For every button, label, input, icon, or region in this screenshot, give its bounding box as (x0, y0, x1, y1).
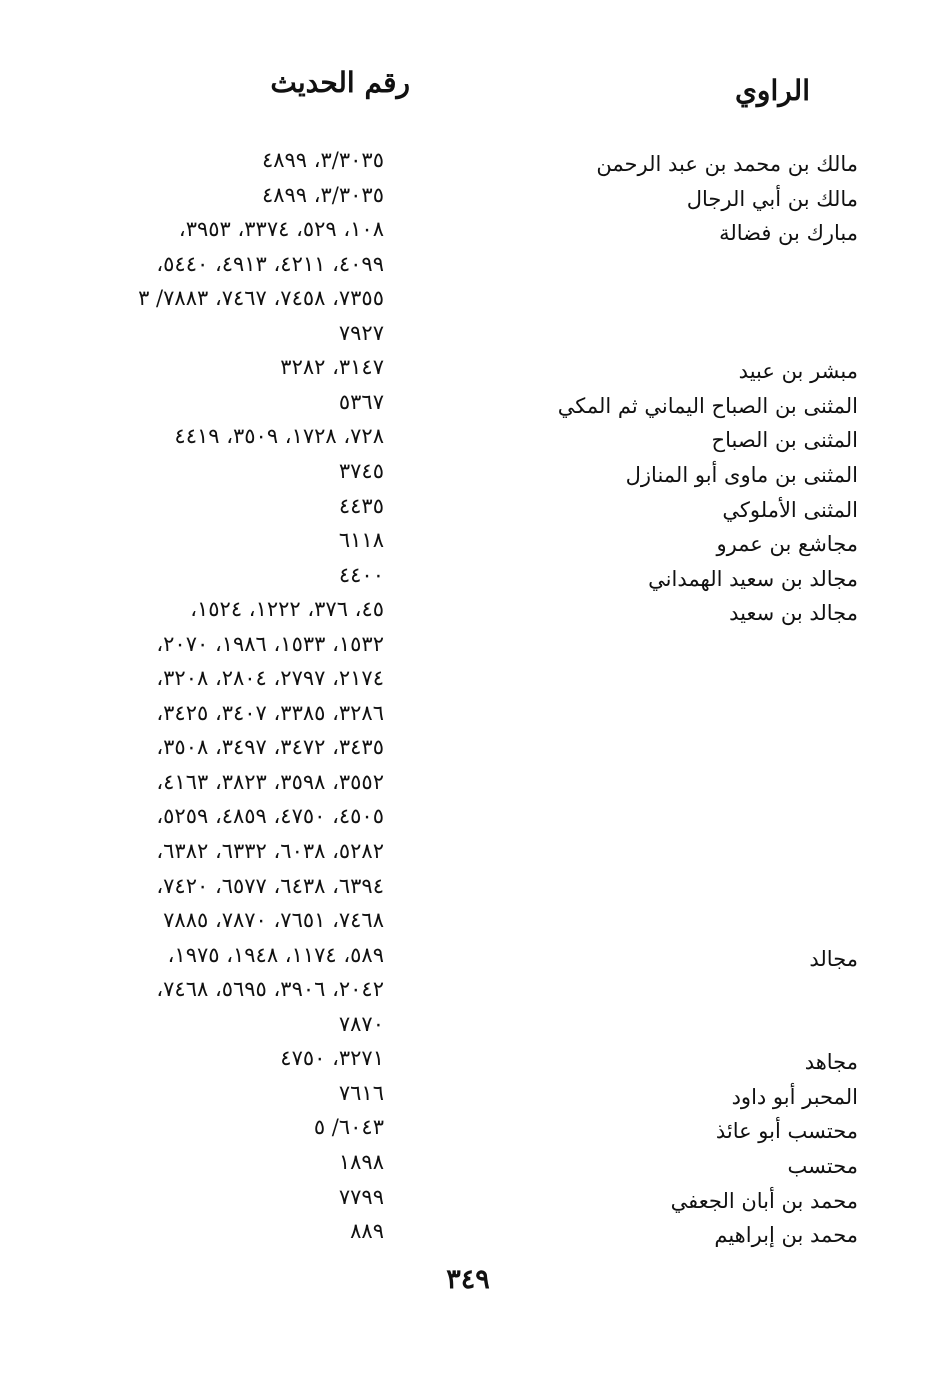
narrator-entry: مجالد (809, 946, 858, 971)
hadith-number-line: ٣٢٨٦، ٣٣٨٥، ٣٤٠٧، ٣٤٢٥، (156, 700, 384, 725)
hadith-number-line: ٧٩٢٧ (338, 320, 384, 345)
narrator-entry: مجاهد (804, 1050, 858, 1075)
hadith-number-line: ٢١٧٤، ٢٧٩٧، ٢٨٠٤، ٣٢٠٨، (156, 666, 384, 691)
hadith-number-line: ٧٨٧٠ (338, 1011, 384, 1036)
hadith-number-line: ٧٤٦٨، ٧٦٥١، ٧٨٧٠، ٧٨٨٥ (163, 908, 384, 933)
hadith-number-line: ٤٥٠٥، ٤٧٥٠، ٤٨٥٩، ٥٢٥٩، (156, 804, 384, 829)
hadith-number-line: ١٥٣٢، ١٥٣٣، ١٩٨٦، ٢٠٧٠، (156, 631, 384, 656)
narrator-entry: محمد بن أبان الجعفي (670, 1188, 858, 1213)
page-number: ٣٤٩ (446, 1264, 490, 1295)
narrator-entry: مجاشع بن عمرو (716, 532, 858, 557)
hadith-number-line: ٧٧٩٩ (338, 1184, 384, 1209)
narrator-entry: مبشر بن عبيد (738, 359, 858, 384)
narrator-entry: مجالد بن سعيد الهمداني (648, 566, 858, 591)
hadith-number-line: ٨٨٩ (350, 1219, 384, 1244)
narrator-entry: مبارك بن فضالة (719, 221, 858, 246)
hadith-number-line: ٦٣٩٤، ٦٤٣٨، ٦٥٧٧، ٧٤٢٠، (156, 873, 384, 898)
hadith-number-line: ٢٠٤٢، ٣٩٠٦، ٥٦٩٥، ٧٤٦٨، (156, 977, 384, 1002)
narrator-entry: محمد بن إبراهيم (714, 1223, 858, 1248)
hadith-number-line: ٧٣٥٥، ٧٤٥٨، ٧٤٦٧، ٧٨٨٣/ ٣ (138, 286, 384, 311)
narrator-entry: محتسب أبو عائذ (715, 1119, 858, 1144)
hadith-number-line: ٦١١٨ (338, 528, 384, 553)
narrator-entry: مجالد بن سعيد (729, 601, 858, 626)
hadith-number-line: ١٠٨، ٥٢٩، ٣٣٧٤، ٣٩٥٣، (178, 217, 384, 242)
narrator-entry: مالك بن أبي الرجال (686, 186, 858, 211)
hadith-number-line: ٣٤٣٥، ٣٤٧٢، ٣٤٩٧، ٣٥٠٨، (156, 735, 384, 760)
hadith-number-line: ٣٥٥٢، ٣٥٩٨، ٣٨٢٣، ٤١٦٣، (156, 769, 384, 794)
hadith-number-line: ٣١٤٧، ٣٢٨٢ (280, 355, 384, 380)
narrator-entry: المثنى بن الصباح (711, 428, 858, 453)
hadith-number-line: ٦٠٤٣/ ٥ (313, 1115, 384, 1140)
hadith-number-line: ٥٨٩، ١١٧٤، ١٩٤٨، ١٩٧٥، (167, 942, 384, 967)
hadith-number-line: ٧٢٨، ١٧٢٨، ٣٥٠٩، ٤٤١٩ (174, 424, 384, 449)
hadith-number-line: ٥٢٨٢، ٦٠٣٨، ٦٣٣٢، ٦٣٨٢، (156, 839, 384, 863)
hadith-number-line: ٤٠٩٩، ٤٢١١، ٤٩١٣، ٥٤٤٠، (156, 251, 384, 276)
narrator-entry: محتسب (787, 1153, 858, 1178)
hadith-number-column-header: رقم الحديث (270, 66, 410, 99)
hadith-number-line: ٧٦١٦ (338, 1080, 384, 1105)
hadith-number-line: ١٨٩٨ (338, 1149, 384, 1174)
hadith-number-line: ٣/٣٠٣٥، ٤٨٩٩ (261, 182, 384, 207)
narrator-entry: المحبر أبو داود (731, 1084, 858, 1109)
hadith-number-line: ٥٣٦٧ (338, 389, 384, 414)
narrator-entry: المثنى بن الصباح اليماني ثم المكي (557, 393, 858, 418)
hadith-number-line: ٤٤٣٥ (338, 493, 384, 518)
narrator-entry: المثنى بن ماوى أبو المنازل (625, 462, 858, 487)
narrator-entry: مالك بن محمد بن عبد الرحمن (596, 152, 858, 176)
hadith-number-line: ٤٤٠٠ (338, 562, 384, 587)
narrator-column-header: الراوي (735, 74, 810, 107)
hadith-number-line: ٣/٣٠٣٥، ٤٨٩٩ (261, 148, 384, 172)
narrator-entry: المثنى الأملوكي (722, 497, 858, 522)
hadith-number-line: ٣٢٧١، ٤٧٥٠ (280, 1046, 384, 1071)
hadith-number-line: ٤٥، ٣٧٦، ١٢٢٢، ١٥٢٤، (190, 597, 384, 622)
hadith-number-line: ٣٧٤٥ (338, 458, 384, 483)
